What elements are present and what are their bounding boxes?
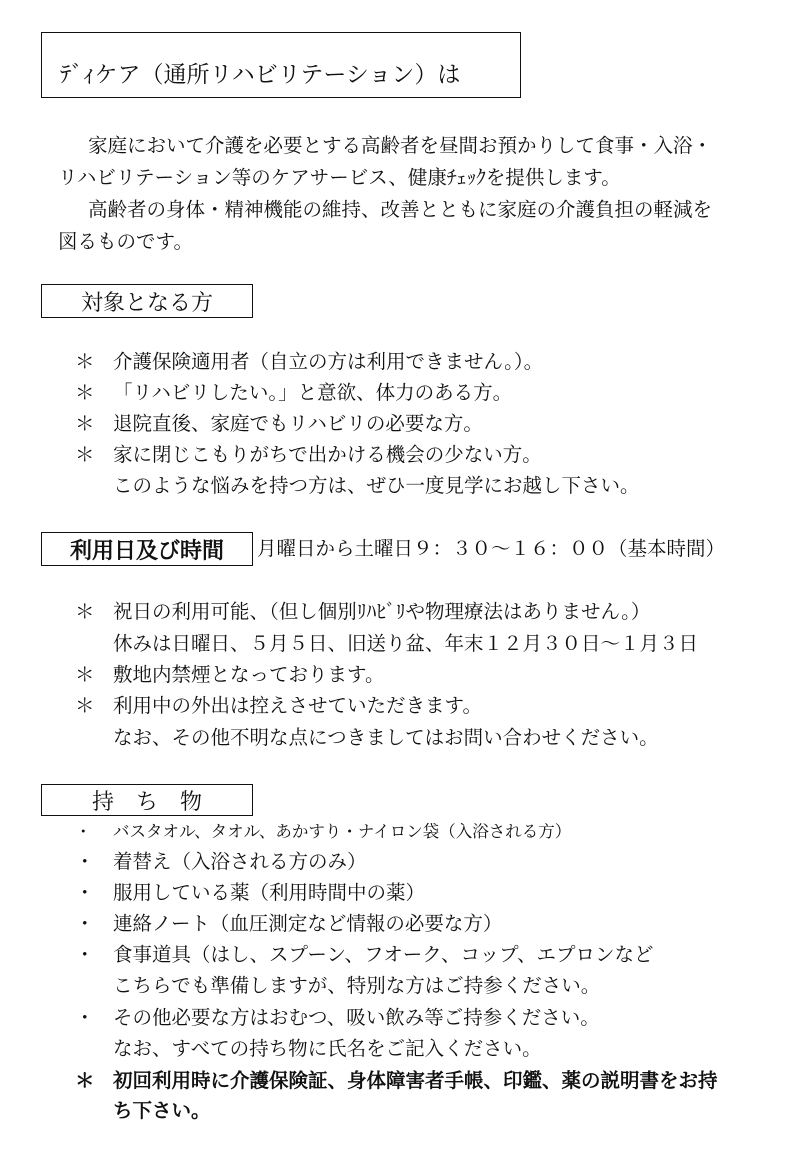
list-item-continuation: 休みは日曜日、５月５日、旧送り盆、年末１２月３０日～１月３日 [113, 632, 699, 655]
list-item [75, 878, 775, 908]
intro-line: 図るものです。 [58, 230, 193, 253]
list-item-text: 利用中の外出は控えさせていただきます。 [113, 694, 482, 717]
list-item [75, 691, 775, 721]
list-item-text: 「リハビリしたい。」と意欲、体力のある方。 [113, 381, 513, 404]
section-heading-label: 対象となる方 [80, 290, 213, 316]
list-item [75, 660, 775, 690]
bullet-icon: ・ [75, 822, 92, 841]
asterisk-icon: ＊ [75, 350, 95, 373]
intro-line: リハビリテーション等のケアサービス、健康ﾁｪｯｸを提供します。 [58, 166, 621, 189]
asterisk-icon: ＊ [75, 1069, 95, 1092]
asterisk-icon: ＊ [75, 600, 95, 623]
list-item-text: その他必要な方はおむつ、吸い飲み等ご持参ください。 [113, 1006, 600, 1029]
list-item-text: 祝日の利用可能、（但し個別ﾘﾊﾋﾞﾘや物理療法はありません。） [113, 600, 651, 623]
list-item-continuation: なお、すべての持ち物に氏名をご記入ください。 [113, 1037, 542, 1060]
section-heading-target [41, 284, 253, 318]
intro-line: 家庭において介護を必要とする高齢者を昼間お預かりして食事・入浴・ [88, 134, 713, 157]
list-item-continuation: こちらでも準備しますが、特別な方はご持参ください。 [113, 974, 601, 997]
bullet-icon: ・ [75, 943, 95, 966]
list-item [75, 940, 775, 970]
list-item [75, 909, 775, 939]
section-heading-hours [41, 532, 253, 566]
list-item-text: 食事道具（はし、スプーン、フオーク、コップ、エプロンなど [113, 943, 654, 966]
bullet-icon: ・ [75, 912, 95, 935]
asterisk-icon: ＊ [75, 443, 95, 466]
list-item [75, 347, 775, 377]
list-item [75, 817, 775, 847]
list-item [75, 597, 775, 627]
bullet-icon: ・ [75, 1006, 95, 1029]
title-box [41, 32, 521, 98]
list-item-text: バスタオル、タオル、あかすり・ナイロン袋（入浴される方） [113, 822, 572, 841]
asterisk-icon: ＊ [75, 663, 95, 686]
list-item [75, 440, 775, 470]
asterisk-icon: ＊ [75, 694, 95, 717]
intro-line: 高齢者の身体・精神機能の維持、改善とともに家庭の介護負担の軽減を [88, 198, 713, 221]
list-item-text: 介護保険適用者（自立の方は利用できません。）。 [113, 350, 544, 373]
intro-paragraph [58, 130, 758, 258]
list-item [75, 378, 775, 408]
list-item-text: 退院直後、家庭でもリハビリの必要な方。 [113, 412, 483, 435]
section-heading-belongings [41, 784, 253, 816]
bullet-icon: ・ [75, 881, 95, 904]
bullet-icon: ・ [75, 850, 95, 873]
list-item-note: このような悩みを持つ方は、ぜひ一度見学にお越し下さい。 [113, 474, 640, 497]
section-heading-label: 利用日及び時間 [69, 538, 224, 564]
list-item-text: 着替え（入浴される方のみ） [113, 850, 367, 873]
list-item-text: 敷地内禁煙となっております。 [113, 663, 385, 686]
section-heading-label: 持 ち 物 [91, 789, 202, 815]
list-item [75, 1003, 775, 1033]
final-note [75, 1066, 775, 1096]
list-item [75, 847, 775, 877]
final-note-text: 初回利用時に介護保険証、身体障害者手帳、印鑑、薬の説明書をお持 [113, 1069, 718, 1092]
list-item-text: 服用している薬（利用時間中の薬） [113, 881, 426, 904]
list-item [75, 409, 775, 439]
hours-text: 月曜日から土曜日９：３０～１６：００（基本時間） [257, 537, 726, 560]
final-note-continuation: ち下さい。 [113, 1099, 211, 1122]
asterisk-icon: ＊ [75, 381, 95, 404]
list-item-text: 家に閉じこもりがちで出かける機会の少ない方。 [113, 443, 542, 466]
list-item-continuation: なお、その他不明な点につきましてはお問い合わせください。 [113, 726, 659, 749]
list-item-text: 連絡ノート（血圧測定など情報の必要な方） [113, 912, 503, 935]
page-title: ﾃﾞｨケア（通所リハビリテーション）は [60, 62, 461, 88]
asterisk-icon: ＊ [75, 412, 95, 435]
